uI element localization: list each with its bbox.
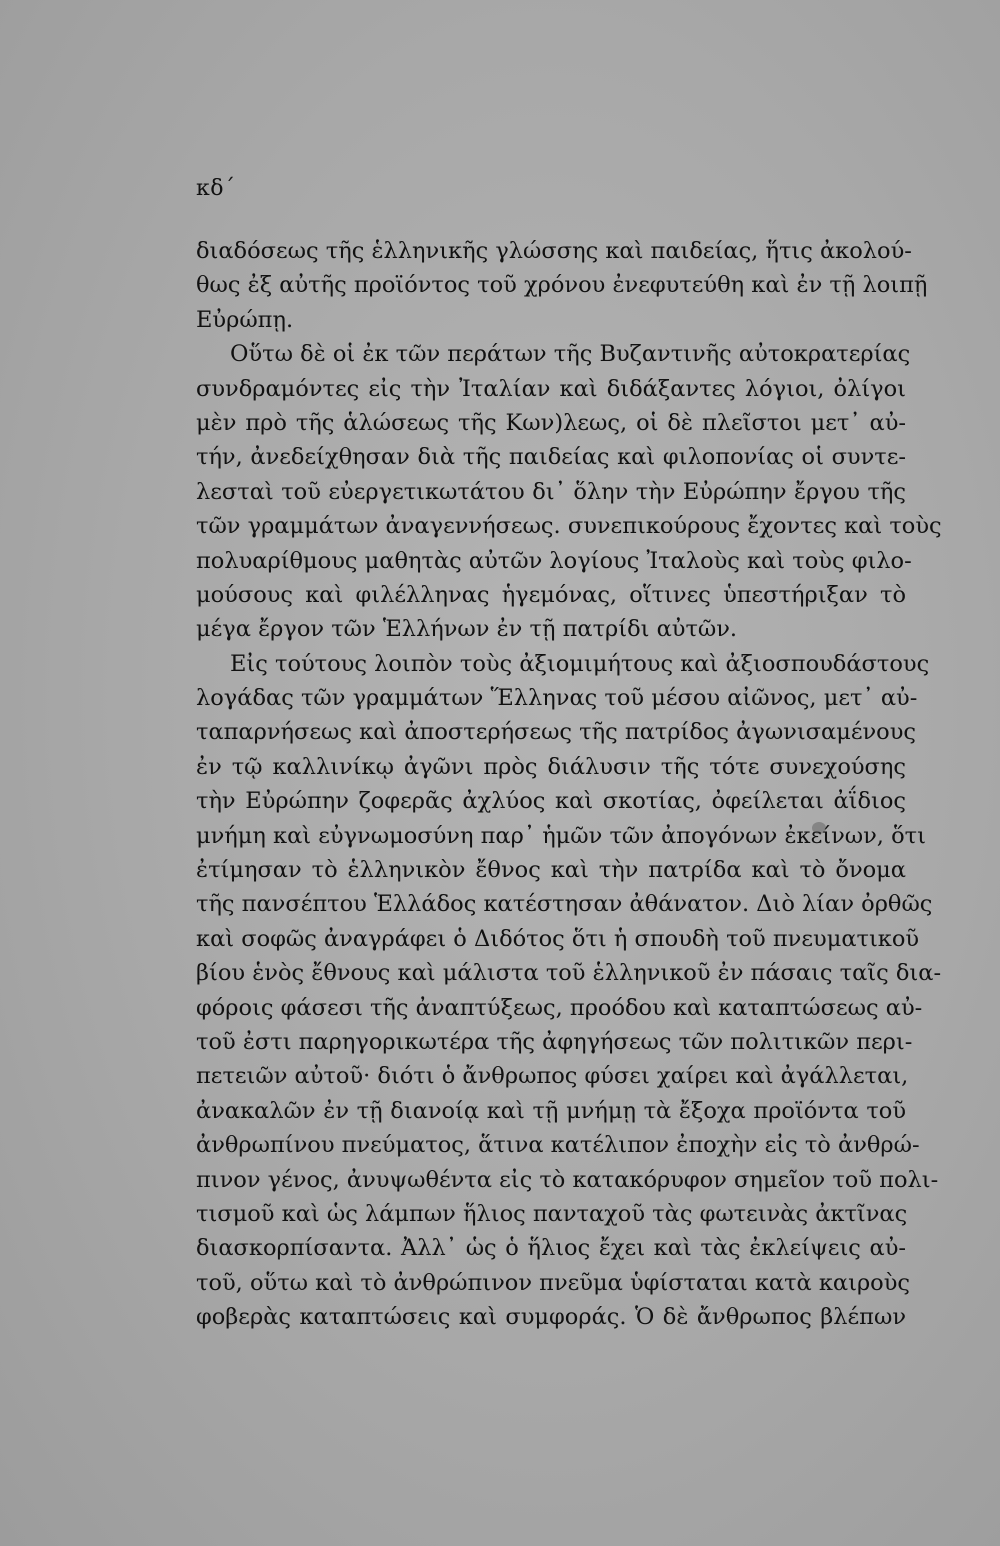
text-line: μέγα ἔργον τῶν Ἑλλήνων ἐν τῇ πατρίδι αὐτῶν. bbox=[196, 616, 738, 643]
text-line: λογάδας τῶν γραμμάτων Ἕλληνας τοῦ μέσου αἰῶνος, μετ᾽ αὐ- bbox=[196, 685, 918, 712]
text-line: διασκορπίσαντα. Ἀλλ᾽ ὡς ὁ ἥλιος ἔχει καὶ τὰς ἐκλείψεις αὐ- bbox=[196, 1235, 906, 1262]
body-text bbox=[196, 234, 942, 1335]
text-line: θως ἐξ αὐτῆς προϊόντος τοῦ χρόνου ἐνεφυτεύθη καὶ ἐν τῇ λοιπῇ bbox=[196, 272, 928, 299]
page-number: κδ΄ bbox=[196, 176, 236, 201]
text-line: πετειῶν αὐτοῦ· διότι ὁ ἄνθρωπος φύσει χαίρει καὶ ἀγάλλεται, bbox=[196, 1063, 909, 1090]
paragraph-start-line: Εἰς τούτους λοιπὸν τοὺς ἀξιομιμήτους καὶ ἀξιοσπουδάστους bbox=[230, 650, 930, 677]
ink-blot bbox=[812, 822, 826, 834]
paragraph-start-line: Οὕτω δὲ οἱ ἐκ τῶν περάτων τῆς Βυζαντινῆς αὐτοκρατερίας bbox=[230, 341, 911, 368]
text-line: ἐν τῷ καλλινίκῳ ἀγῶνι πρὸς διάλυσιν τῆς τότε συνεχούσης bbox=[196, 753, 906, 780]
text-line: μὲν πρὸ τῆς ἁλώσεως τῆς Κων)λεως, οἱ δὲ πλεῖστοι μετ᾽ αὐ- bbox=[196, 409, 906, 436]
text-line: Εὐρώπῃ. bbox=[196, 306, 294, 333]
text-line: ἐτίμησαν τὸ ἑλληνικὸν ἔθνος καὶ τὴν πατρίδα καὶ τὸ ὄνομα bbox=[196, 857, 906, 884]
text-line: λεσταὶ τοῦ εὐεργετικωτάτου δι᾽ ὅλην τὴν Εὐρώπην ἔργου τῆς bbox=[196, 478, 906, 505]
text-line: συνδραμόντες εἰς τὴν Ἰταλίαν καὶ διδάξαντες λόγιοι, ὀλίγοι bbox=[196, 375, 906, 402]
text-line: φοβερὰς καταπτώσεις καὶ συμφοράς. Ὁ δὲ ἄνθρωπος βλέπων bbox=[196, 1304, 906, 1331]
text-line: τοῦ ἐστι παρηγορικωτέρα τῆς ἀφηγήσεως τῶν πολιτικῶν περι- bbox=[196, 1028, 913, 1055]
text-line: μούσους καὶ φιλέλληνας ἡγεμόνας, οἵτινες ὑπεστήριξαν τὸ bbox=[196, 581, 906, 608]
text-line: τῆς πανσέπτου Ἑλλάδος κατέστησαν ἀθάνατον. Διὸ λίαν ὀρθῶς bbox=[196, 891, 933, 918]
text-line: βίου ἑνὸς ἔθνους καὶ μάλιστα τοῦ ἑλληνικοῦ ἐν πάσαις ταῖς δια- bbox=[196, 960, 942, 987]
text-line: μνήμη καὶ εὐγνωμοσύνη παρ᾽ ἡμῶν τῶν ἀπογόνων ἐκείνων, ὅτι bbox=[196, 822, 926, 849]
text-line: ἀνακαλῶν ἐν τῇ διανοίᾳ καὶ τῇ μνήμῃ τὰ ἔξοχα προϊόντα τοῦ bbox=[196, 1097, 906, 1124]
text-line: τήν, ἀνεδείχθησαν διὰ τῆς παιδείας καὶ φιλοπονίας οἱ συντε- bbox=[196, 444, 906, 471]
text-line: ταπαρνήσεως καὶ ἀποστερήσεως τῆς πατρίδος ἀγωνισαμένους bbox=[196, 719, 916, 746]
text-line: τὴν Εὐρώπην ζοφερᾶς ἀχλύος καὶ σκοτίας, ὀφείλεται ἀΐδιος bbox=[196, 788, 906, 815]
text-line: τῶν γραμμάτων ἀναγεννήσεως. συνεπικούρους ἔχοντες καὶ τοὺς bbox=[196, 513, 942, 540]
text-line: πολυαρίθμους μαθητὰς αὐτῶν λογίους Ἰταλοὺς καὶ τοὺς φιλο- bbox=[196, 547, 912, 574]
text-line: τοῦ, οὕτω καὶ τὸ ἀνθρώπινον πνεῦμα ὑφίσταται κατὰ καιροὺς bbox=[196, 1269, 911, 1296]
text-line: καὶ σοφῶς ἀναγράφει ὁ Διδότος ὅτι ἡ σπουδὴ τοῦ πνευματικοῦ bbox=[196, 925, 920, 952]
text-line: τισμοῦ καὶ ὡς λάμπων ἥλιος πανταχοῦ τὰς φωτεινὰς ἀκτῖνας bbox=[196, 1200, 908, 1227]
text-line: πινον γένος, ἀνυψωθέντα εἰς τὸ κατακόρυφον σημεῖον τοῦ πολι- bbox=[196, 1166, 939, 1193]
text-line: φόροις φάσεσι τῆς ἀναπτύξεως, προόδου καὶ καταπτώσεως αὐ- bbox=[196, 994, 923, 1021]
text-line: διαδόσεως τῆς ἑλληνικῆς γλώσσης καὶ παιδείας, ἥτις ἀκολού- bbox=[196, 238, 912, 264]
text-line: ἀνθρωπίνου πνεύματος, ἅτινα κατέλιπον ἐποχὴν εἰς τὸ ἀνθρώ- bbox=[196, 1132, 920, 1159]
